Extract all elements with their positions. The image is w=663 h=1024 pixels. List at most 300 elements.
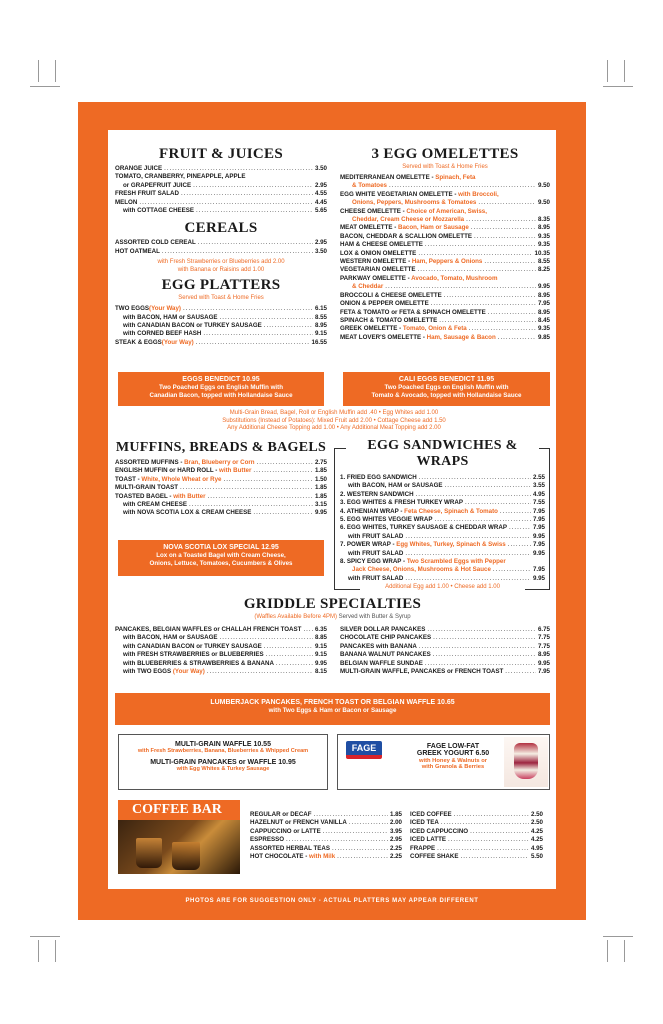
- item-price: 2.95: [314, 181, 327, 189]
- footer-note: PHOTOS ARE FOR SUGGESTION ONLY - ACTUAL PLATTERS MAY APPEAR DIFFERENT: [185, 898, 479, 904]
- menu-item: [340, 191, 550, 199]
- menu-item: [115, 501, 327, 509]
- menu-item: [340, 224, 550, 232]
- item-price: 7.95: [532, 541, 545, 549]
- item-name: WESTERN OMELETTE -: [340, 258, 412, 266]
- special-title: MULTI-GRAIN WAFFLE 10.55: [175, 741, 271, 748]
- fage-logo: FAGE: [346, 741, 382, 759]
- crop-mark: [607, 940, 608, 962]
- item-detail: Onions, Peppers, Mushrooms & Tomatoes: [352, 199, 477, 207]
- item-name: STEAK & EGGS: [115, 338, 162, 346]
- item-price: 8.55: [314, 313, 327, 321]
- item-price: 3.50: [314, 165, 327, 172]
- menu-item: [115, 634, 327, 642]
- menu-item: [340, 491, 545, 499]
- item-price: 9.35: [537, 232, 550, 240]
- special-desc: Tomato & Avocado, topped with Hollandaise Sauce: [371, 392, 522, 399]
- menu-item: [115, 339, 327, 347]
- menu-item: [115, 467, 327, 475]
- item-name: BACON, CHEDDAR & SCALLION OMELETTE: [340, 232, 472, 240]
- menu-item: [340, 283, 550, 291]
- item-name: with BACON, HAM or SAUSAGE: [123, 313, 218, 321]
- item-price: 9.35: [537, 325, 550, 333]
- coffee-title: COFFEE BAR: [118, 800, 240, 820]
- menu-item: [340, 541, 545, 549]
- item-price: 2.50: [530, 819, 543, 827]
- menu-item: [340, 258, 550, 266]
- menu-item: [340, 174, 550, 182]
- item-price: 7.75: [537, 634, 550, 642]
- item-name: MEAT LOVER'S OMELETTE -: [340, 333, 427, 341]
- item-price: 7.55: [532, 499, 545, 507]
- menu-item: [250, 845, 402, 853]
- special-desc: Two Poached Eggs on English Muffin with: [384, 384, 509, 391]
- special-title: NOVA SCOTIA LOX SPECIAL 12.95: [163, 544, 279, 551]
- item-name: MULTI-GRAIN TOAST: [115, 484, 179, 492]
- item-name: with FRUIT SALAD: [348, 532, 404, 540]
- item-name: ASSORTED COLD CEREAL: [115, 239, 196, 247]
- section-title: MUFFINS, BREADS & BAGELS: [115, 440, 327, 455]
- item-price: 7.95: [532, 507, 545, 515]
- menu-item: [340, 266, 550, 274]
- menu-item: [340, 524, 545, 532]
- menu-item: [115, 305, 327, 313]
- griddle-sub: Served with Butter & Syrup: [336, 614, 411, 620]
- item-name: with NOVA SCOTIA LOX & CREAM CHEESE: [123, 509, 252, 517]
- menu-item: [410, 828, 543, 836]
- menu-item: [340, 566, 545, 574]
- item-price: 9.95: [532, 574, 545, 582]
- item-name: COFFEE SHAKE: [410, 853, 459, 861]
- menu-item: [340, 474, 545, 482]
- item-name: BROCCOLI & CHEESE OMELETTE: [340, 291, 442, 299]
- item-detail: with Butter: [173, 492, 206, 500]
- item-name: with TWO EGGS: [123, 668, 173, 676]
- item-detail: Bacon, Ham or Sausage: [397, 224, 469, 232]
- section-subtitle: Served with Toast & Home Fries: [402, 164, 488, 170]
- item-detail: (Your Way): [172, 668, 205, 676]
- menu-item: [340, 651, 550, 659]
- item-price: 9.95: [314, 659, 327, 667]
- menu-item: [410, 845, 543, 853]
- item-price: 1.50: [314, 475, 327, 483]
- item-price: 9.35: [537, 241, 550, 249]
- item-price: 9.85: [537, 333, 550, 341]
- item-name: with BACON, HAM or SAUSAGE: [123, 634, 218, 642]
- item-name: 6. EGG WHITES, TURKEY SAUSAGE & CHEDDAR WRAP: [340, 524, 507, 532]
- item-name: HAM & CHEESE OMELETTE: [340, 241, 423, 249]
- item-detail: with Broccoli,: [458, 190, 499, 198]
- menu-item: [340, 516, 545, 524]
- item-detail: Avocado, Tomato, Mushroom: [411, 274, 498, 282]
- item-detail: with Milk: [309, 853, 336, 861]
- griddle-sub: (Waffles Available Before 4PM): [254, 614, 337, 620]
- menu-item: [115, 626, 327, 634]
- menu-item: [340, 233, 550, 241]
- menu-item: [340, 643, 550, 651]
- item-price: 3.15: [314, 501, 327, 509]
- menu-item: [340, 660, 550, 668]
- item-price: 9.95: [537, 283, 550, 291]
- item-price: 2.95: [389, 836, 402, 844]
- menu-item: [340, 216, 550, 224]
- item-detail: Ham, Peppers & Onions: [411, 258, 483, 266]
- item-name: CHEESE OMELETTE -: [340, 207, 407, 215]
- item-name: 3. EGG WHITES & FRESH TURKEY WRAP: [340, 499, 463, 507]
- item-price: 6.15: [314, 305, 327, 313]
- item-detail: & Cheddar: [352, 283, 384, 291]
- substitution-note: Any Additional Cheese Topping add 1.00 • Any Additional Meat Topping add 2.00: [227, 425, 441, 431]
- special-title: MULTI-GRAIN PANCAKES or WAFFLE 10.95: [150, 759, 296, 766]
- coffee-photo: [118, 820, 240, 874]
- item-price: 2.55: [532, 474, 545, 481]
- item-name: with BLUEBERRIES & STRAWBERRIES & BANANA: [123, 659, 274, 667]
- item-price: 7.75: [537, 642, 550, 650]
- special-desc: Onions, Lettuce, Tomatoes, Cucumbers & Olives: [149, 560, 293, 567]
- item-name: with BACON, HAM or SAUSAGE: [348, 482, 443, 490]
- item-price: 2.00: [389, 819, 402, 827]
- menu-item: [410, 836, 543, 844]
- item-detail: Two Scrambled Eggs with Pepper: [406, 558, 506, 566]
- menu-item: [115, 330, 327, 338]
- fruit-section: [115, 146, 327, 347]
- crop-mark: [30, 936, 60, 937]
- special-desc: with Two Eggs & Ham or Bacon or Sausage: [268, 707, 397, 714]
- menu-item: [340, 626, 550, 634]
- section-subtitle: Served with Toast & Home Fries: [178, 295, 264, 302]
- item-name: with FRUIT SALAD: [348, 549, 404, 557]
- item-detail: Egg Whites, Turkey, Spinach & Swiss: [396, 541, 506, 549]
- cereal-note: with Banana or Raisins add 1.00: [177, 266, 265, 273]
- item-price: 1.85: [314, 467, 327, 475]
- menu-item: [340, 275, 550, 283]
- special-desc: with Granola & Berries: [421, 764, 485, 770]
- menu-item: [115, 314, 327, 322]
- section-title: GRIDDLE SPECIALTIES: [243, 596, 422, 612]
- item-name: 4. ATHENIAN WRAP -: [340, 507, 405, 515]
- item-name: SPINACH & TOMATO OMELETTE: [340, 316, 438, 324]
- item-name: ICED COFFEE: [410, 811, 452, 818]
- menu-item: [115, 165, 327, 173]
- menu-item: [340, 182, 550, 190]
- item-detail: with Butter: [219, 467, 252, 475]
- menu-item: [340, 309, 550, 317]
- item-name: HOT OATMEAL: [115, 247, 160, 255]
- item-detail: Cheddar, Cream Cheese or Mozzarella: [352, 216, 465, 224]
- item-name: TOAST -: [115, 475, 142, 483]
- item-price: 9.50: [537, 199, 550, 207]
- special-title: EGGS BENEDICT 10.95: [182, 376, 260, 383]
- item-name: ONION & PEPPER OMELETTE: [340, 300, 429, 308]
- item-price: 8.95: [537, 651, 550, 659]
- item-name: ASSORTED HERBAL TEAS: [250, 844, 330, 852]
- menu-item: [115, 651, 327, 659]
- item-detail: (Your Way): [161, 338, 194, 346]
- menu-item: [340, 482, 545, 490]
- menu-item: [340, 558, 545, 566]
- item-price: 9.95: [314, 509, 327, 517]
- item-name: FRAPPE: [410, 844, 436, 852]
- menu-item: [340, 325, 550, 333]
- item-price: 3.50: [314, 247, 327, 255]
- item-detail: Feta Cheese, Spinach & Tomato: [404, 507, 498, 515]
- menu-item: [340, 199, 550, 207]
- item-price: 2.25: [389, 844, 402, 852]
- lumberjack-box: [115, 693, 550, 725]
- item-price: 8.85: [314, 634, 327, 642]
- item-name: GREEK OMELETTE -: [340, 325, 403, 333]
- special-title: FAGE LOW-FAT: [426, 743, 480, 750]
- item-price: 8.95: [314, 322, 327, 330]
- crop-mark: [55, 60, 56, 82]
- item-name: 7. POWER WRAP -: [340, 541, 397, 549]
- item-name: with FRUIT SALAD: [348, 574, 404, 582]
- item-name: MEAT OMELETTE -: [340, 224, 398, 232]
- menu-item: [340, 575, 545, 583]
- menu-item: [115, 322, 327, 330]
- item-name: ICED LATTE: [410, 836, 446, 844]
- crop-mark: [30, 86, 60, 87]
- item-price: 9.95: [532, 549, 545, 557]
- item-price: 8.55: [537, 258, 550, 266]
- item-price: 9.15: [314, 330, 327, 338]
- item-price: 10.35: [534, 249, 550, 257]
- item-price: 8.35: [537, 216, 550, 224]
- menu-item: [115, 643, 327, 651]
- item-name: HAZELNUT or FRENCH VANILLA: [250, 819, 347, 827]
- item-price: 2.25: [389, 853, 402, 861]
- item-detail: Bran, Blueberry or Corn: [184, 459, 255, 466]
- menu-item: [115, 173, 327, 181]
- item-name: CAPPUCCINO or LATTE: [250, 827, 321, 835]
- item-detail: Spinach, Feta: [435, 174, 476, 181]
- item-price: 9.95: [537, 659, 550, 667]
- item-price: 7.95: [532, 516, 545, 524]
- item-detail: Jack Cheese, Onions, Mushrooms & Hot Sauce: [352, 566, 491, 574]
- menu-item: [115, 459, 327, 467]
- menu-item: [115, 199, 327, 207]
- crop-mark: [603, 936, 633, 937]
- item-price: 4.95: [530, 844, 543, 852]
- item-name: with COTTAGE CHEESE: [123, 207, 195, 215]
- item-name: 8. SPICY EGG WRAP -: [340, 558, 407, 566]
- griddle-left: [115, 626, 327, 676]
- item-price: 9.15: [314, 651, 327, 659]
- special-desc: with Egg Whites & Turkey Sausage: [176, 766, 270, 772]
- coffee-left: [250, 811, 402, 861]
- item-name: PANCAKES with BANANA: [340, 642, 417, 650]
- item-name: VEGETARIAN OMELETTE: [340, 266, 416, 274]
- menu-item: [410, 811, 543, 819]
- item-price: 9.50: [537, 182, 550, 190]
- cereal-note: with Fresh Strawberries or Blueberries add 2.00: [157, 259, 285, 266]
- item-name: SILVER DOLLAR PANCAKES: [340, 626, 426, 633]
- item-name: ESPRESSO: [250, 836, 285, 844]
- item-name: LOX & ONION OMELETTE: [340, 249, 417, 257]
- sandwiches-section: [340, 438, 545, 592]
- item-name: PARKWAY OMELETTE -: [340, 274, 412, 282]
- section-title: EGG SANDWICHES & WRAPS: [346, 438, 539, 470]
- menu-item: [340, 634, 550, 642]
- item-price: 4.45: [314, 198, 327, 206]
- item-price: 8.25: [537, 266, 550, 274]
- substitution-note: Substitutions (Instead of Potatoes): Mixed Fruit add 2.00 • Cottage Cheese add 1.50: [222, 417, 446, 424]
- menu-item: [340, 533, 545, 541]
- menu-item: [250, 836, 402, 844]
- item-name: with CORNED BEEF HASH: [123, 330, 202, 338]
- special-title: LUMBERJACK PANCAKES, FRENCH TOAST OR BELGIAN WAFFLE 10.65: [210, 699, 455, 706]
- item-detail: White, Whole Wheat or Rye: [141, 475, 222, 483]
- menu-item: [250, 819, 402, 827]
- item-price: 16.55: [311, 338, 327, 346]
- item-name: MEDITERRANEAN OMELETTE -: [340, 174, 436, 181]
- item-price: 1.85: [314, 492, 327, 500]
- menu-item: [115, 668, 327, 676]
- item-price: 1.85: [389, 811, 402, 818]
- section-title: FRUIT & JUICES: [159, 146, 283, 162]
- item-price: 2.50: [530, 811, 543, 818]
- item-name: ICED TEA: [410, 819, 439, 827]
- sandwich-note: Additional Egg add 1.00 • Cheese add 1.00: [360, 584, 525, 592]
- menu-item: [115, 484, 327, 492]
- menu-item: [115, 476, 327, 484]
- menu-item: [115, 248, 327, 256]
- menu-item: [115, 493, 327, 501]
- menu-item: [250, 853, 402, 861]
- crop-mark: [603, 86, 633, 87]
- menu-item: [250, 811, 402, 819]
- special-desc: Canadian Bacon, topped with Hollandaise Sauce: [149, 392, 293, 399]
- item-price: 1.85: [314, 484, 327, 492]
- menu-item: [340, 241, 550, 249]
- item-price: 8.95: [537, 291, 550, 299]
- item-name: with CANADIAN BACON or TURKEY SAUSAGE: [123, 642, 262, 650]
- section-title: CEREALS: [184, 220, 258, 237]
- special-desc: with Fresh Strawberries, Banana, Blueberries & Whipped Cream: [137, 748, 309, 754]
- griddle-section: [115, 596, 550, 620]
- omelettes-section: [340, 146, 550, 342]
- item-price: 7.95: [537, 668, 550, 676]
- coffee-right: [410, 811, 543, 861]
- item-price: 6.75: [537, 626, 550, 633]
- item-price: 8.45: [537, 316, 550, 324]
- menu-item: [115, 190, 327, 198]
- item-detail: (Your Way): [149, 305, 181, 313]
- yogurt-box: [337, 734, 550, 790]
- multigrain-box: [118, 734, 328, 790]
- menu-item: [340, 334, 550, 342]
- crop-mark: [624, 940, 625, 962]
- menu-item: [250, 828, 402, 836]
- item-price: 9.95: [532, 532, 545, 540]
- item-price: 8.95: [537, 224, 550, 232]
- lox-special-box: [118, 540, 324, 576]
- menu-item: [115, 207, 327, 215]
- substitutions: [118, 410, 550, 433]
- item-name: TOMATO, CRANBERRY, PINEAPPLE, APPLE: [115, 173, 246, 181]
- substitution-note: Multi-Grain Bread, Bagel, Roll or English Muffin add .40 • Egg Whites add 1.00: [229, 410, 439, 416]
- item-name: TWO EGGS: [115, 305, 150, 313]
- item-price: 8.15: [314, 668, 327, 676]
- item-name: FETA & TOMATO or FETA & SPINACH OMELETTE: [340, 308, 486, 316]
- item-name: ENGLISH MUFFIN or HARD ROLL -: [115, 467, 220, 475]
- item-price: 5.65: [314, 207, 327, 215]
- special-desc: with Honey & Walnuts or: [418, 758, 488, 764]
- menu-item: [410, 853, 543, 861]
- item-price: 4.95: [532, 490, 545, 498]
- item-price: 4.25: [530, 836, 543, 844]
- menu-item: [340, 300, 550, 308]
- item-name: PANCAKES, BELGIAN WAFFLES or CHALLAH FRENCH TOAST: [115, 626, 302, 633]
- item-name: CHOCOLATE CHIP PANCAKES: [340, 634, 432, 642]
- item-name: ICED CAPPUCCINO: [410, 827, 469, 835]
- item-price: 7.95: [532, 524, 545, 532]
- item-name: MULTI-GRAIN WAFFLE, PANCAKES or FRENCH TOAST: [340, 668, 504, 676]
- menu-item: [340, 550, 545, 558]
- special-desc: Two Poached Eggs on English Muffin with: [159, 384, 283, 391]
- crop-mark: [607, 60, 608, 82]
- item-name: ORANGE JUICE: [115, 165, 163, 172]
- menu-item: [115, 660, 327, 668]
- item-name: HOT CHOCOLATE -: [250, 853, 310, 861]
- item-name: BELGIAN WAFFLE SUNDAE: [340, 659, 423, 667]
- item-price: 4.25: [530, 827, 543, 835]
- menu-item: [340, 499, 545, 507]
- item-name: TOASTED BAGEL -: [115, 492, 174, 500]
- item-detail: Choice of American, Swiss,: [406, 207, 487, 215]
- menu-item: [340, 508, 545, 516]
- item-detail: Ham, Sausage & Bacon: [426, 333, 496, 341]
- item-price: 7.95: [532, 566, 545, 574]
- menu-item: [115, 509, 327, 517]
- item-price: 3.95: [389, 827, 402, 835]
- item-price: 4.55: [314, 190, 327, 198]
- item-price: 3.55: [532, 482, 545, 490]
- item-name: ASSORTED MUFFINS -: [115, 459, 185, 466]
- item-price: 6.35: [314, 626, 327, 633]
- crop-mark: [38, 60, 39, 82]
- item-price: 2.75: [314, 459, 327, 466]
- item-detail: Tomato, Onion & Feta: [402, 325, 467, 333]
- item-name: with FRESH STRAWBERRIES or BLUEBERRIES: [123, 651, 264, 659]
- item-name: REGULAR or DECAF: [250, 811, 312, 818]
- menu-item: [340, 668, 550, 676]
- menu-item: [340, 292, 550, 300]
- item-name: BANANA WALNUT PANCAKES: [340, 651, 431, 659]
- griddle-right: [340, 626, 550, 676]
- eggs-benedict-box: [118, 372, 324, 406]
- item-name: FRESH FRUIT SALAD: [115, 190, 179, 198]
- cali-benedict-box: [343, 372, 550, 406]
- special-title: CALI EGGS BENEDICT 11.95: [398, 376, 495, 383]
- crop-mark: [55, 940, 56, 962]
- item-name: with CANADIAN BACON or TURKEY SAUSAGE: [123, 322, 262, 330]
- item-price: 8.95: [537, 308, 550, 316]
- item-name: or GRAPEFRUIT JUICE: [123, 181, 192, 189]
- item-price: 5.50: [530, 853, 543, 861]
- menu-item: [115, 182, 327, 190]
- section-title: EGG PLATTERS: [161, 277, 281, 294]
- item-price: 7.95: [537, 300, 550, 308]
- item-name: with CREAM CHEESE: [123, 501, 187, 509]
- muffins-section: [115, 440, 327, 518]
- item-name: 5. EGG WHITES VEGGIE WRAP: [340, 516, 433, 524]
- yogurt-photo: [504, 737, 548, 787]
- menu-item: [340, 208, 550, 216]
- item-name: MELON: [115, 198, 138, 206]
- item-price: 2.95: [314, 239, 327, 247]
- special-desc: Lox on a Toasted Bagel with Cream Cheese,: [156, 552, 286, 559]
